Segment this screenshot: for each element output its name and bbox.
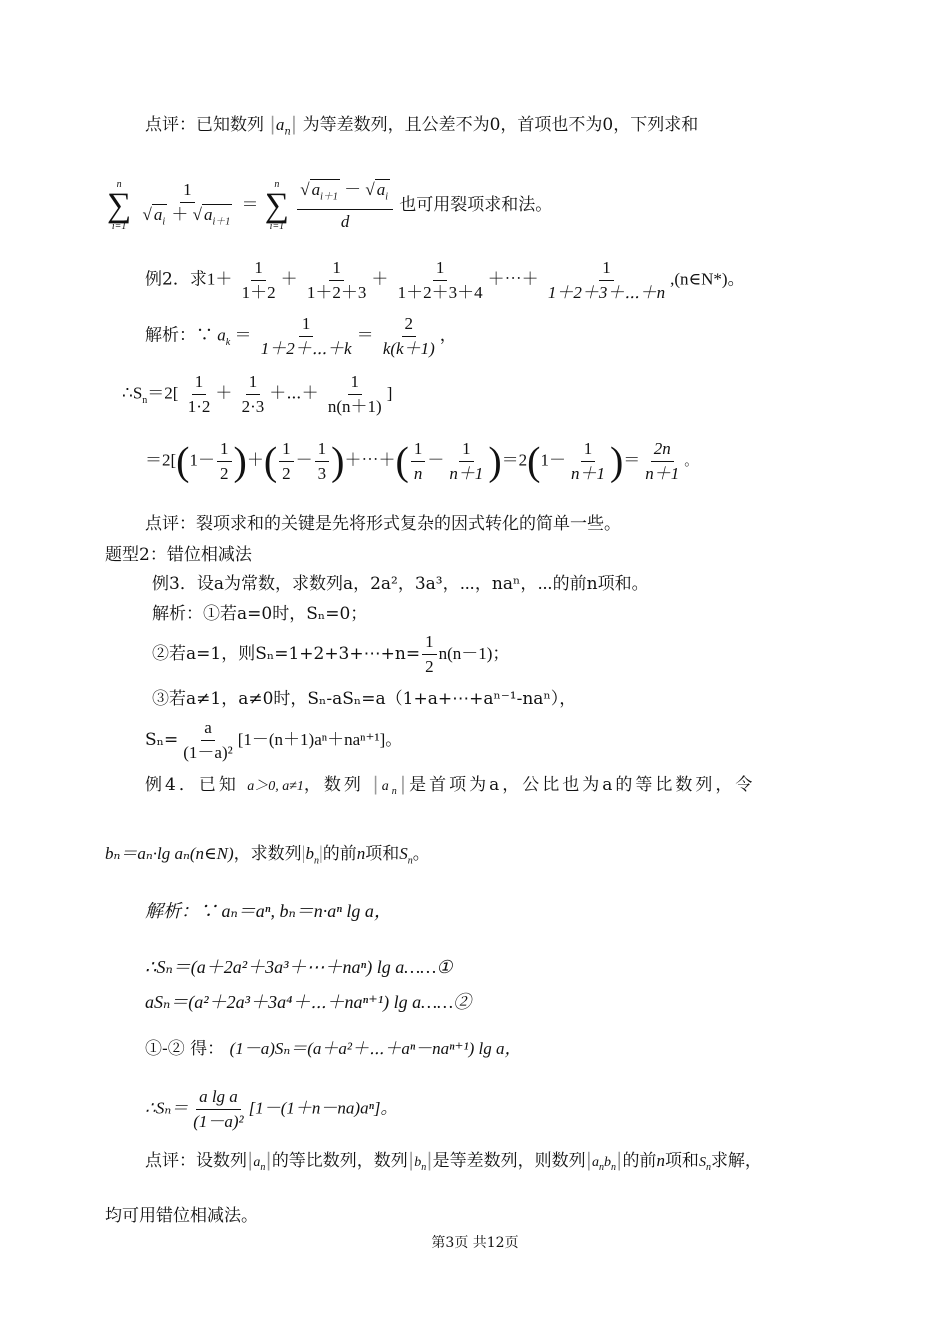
comment2: 点评：裂项求和的关键是先将形式复杂的因式转化的简单一些。 [145,514,621,534]
example2-label: 例2．求 [145,269,207,290]
comment1-tail: 也可用裂项求和法。 [399,195,553,216]
frac-1: $\frac{1}{√ a_i + √ a_{i+1}}$ [142,180,231,228]
comment1-line: 点评：已知数列 $|a_n|$ 为等差数列，且公差不为0，首项也不为0，下列求和 [145,113,699,138]
sum-upper: n [116,179,122,191]
seq-a: a [275,115,285,134]
solution4-l5: ∴Sₙ＝ $\frac{\text{a lg a}}{\text{(1－a)²}}$ [1－(1＋n－na)aⁿ]。 [145,1087,398,1131]
example4-line2: bₙ＝aₙ·lg aₙ(n∈N)，求数列$|b_n|$的前n项和$S_n$。 [105,843,430,867]
example3-sol2: ②若a=1，则Sₙ=1+2+3+⋯+n= $\frac{1}{2}$ n(n－1)； [152,632,510,676]
comment3-line1: 点评：设数列$|a_n|$的等比数列，数列$|b_n|$是等差数列，则数列$|a_nb_n|$的前n项和$S_n$求解， [145,1149,762,1173]
solution2-line1: 解析：∵ $a_k$ ＝ $\frac{1}{1+2+\cdots+k}$ ＝ $\frac{2}{k(k+1)}$ ， [145,314,457,358]
example2-line: 例2．求1＋ $\frac{1}{1+2}$ ＋ $\frac{1}{1+2+3}$ ＋ $\frac{1}{1+2+3+4}$ ＋⋯＋ $\frac{1}{1+2+3+\cdots+n}$ ,(n∈N*)。 [145,258,745,302]
page-footer: 第3页 共12页 [431,1235,519,1251]
solution4-l1: 解析：∵ aₙ＝aⁿ, bₙ＝n·aⁿ lg a， [145,901,392,921]
example3-sol1: 解析：①若a=0时，Sₙ=0； [152,604,368,624]
solution2-line3: ＝2[(1－ $\frac{1}{2}$ )＋( $\frac{1}{2}$ － $\frac{1}{3}$ )＋⋯＋( $\frac{1}{n}$ － $\frac{1}{n+1}$ )＝2(1－ $\frac{1}{n+1}$ )＝ $\frac{2n}{n+1}$ 。 [145,438,699,484]
comment3-line2: 均可用错位相减法。 [105,1206,258,1226]
sum-lower: i=1 [111,221,127,233]
comment1-suffix: 为等差数列，且公差不为0，首项也不为0，下列求和 [302,115,699,135]
sum-formula: n ∑ i=1 $\frac{1}{√ a_i + √ a_{i+1}}$ ＝ n ∑ i=1 $\frac{√ a_{i+1} - √ a_i}{d}$ 也可用裂项求和法。 [105,178,552,238]
solution4-l4: ①-② 得： (1－a)Sₙ＝(a＋a²＋⋯＋aⁿ－naⁿ⁺¹) lg a， [145,1039,522,1059]
comment1-prefix: 点评：已知数列 [145,115,264,135]
type2-heading: 题型2：错位相减法 [105,545,252,565]
solution4-l2: ∴Sₙ＝(a＋2a²＋3a³＋⋯＋naⁿ) lg a……① [145,957,453,977]
example4-line: 例4．已知 a＞0, a≠1，数列 $|a_n|$是首项为a，公比也为a的等比数列，令 [145,773,756,797]
solution4-l3: aSₙ＝(a²＋2a³＋3a⁴＋⋯＋naⁿ⁺¹) lg a……② [145,992,472,1012]
frac-2: $\frac{√ a_{i+1} - √ a_i}{d}$ [297,178,393,234]
example3-sol3: ③若a≠1，a≠0时，Sₙ-aSₙ=a（1+a+⋯+aⁿ⁻¹-naⁿ）， [152,689,577,709]
example3-sol4: Sₙ= $\frac{a}{\text{(1－a)²}}$ [1－(n＋1)aⁿ＋naⁿ⁺¹]。 [145,718,403,762]
seq-sub: n [284,126,291,138]
example3-text: 例3．设a为常数，求数列a，2a²，3a³，⋯，naⁿ，⋯的前n项和。 [152,574,649,594]
solution2-line2: $\therefore S_n=2$[ $\frac{1}{1\cdot 2}$ ＋ $\frac{1}{2\cdot 3}$ ＋⋯＋ $\frac{1}{n(n+1)}$ ] [122,372,393,416]
